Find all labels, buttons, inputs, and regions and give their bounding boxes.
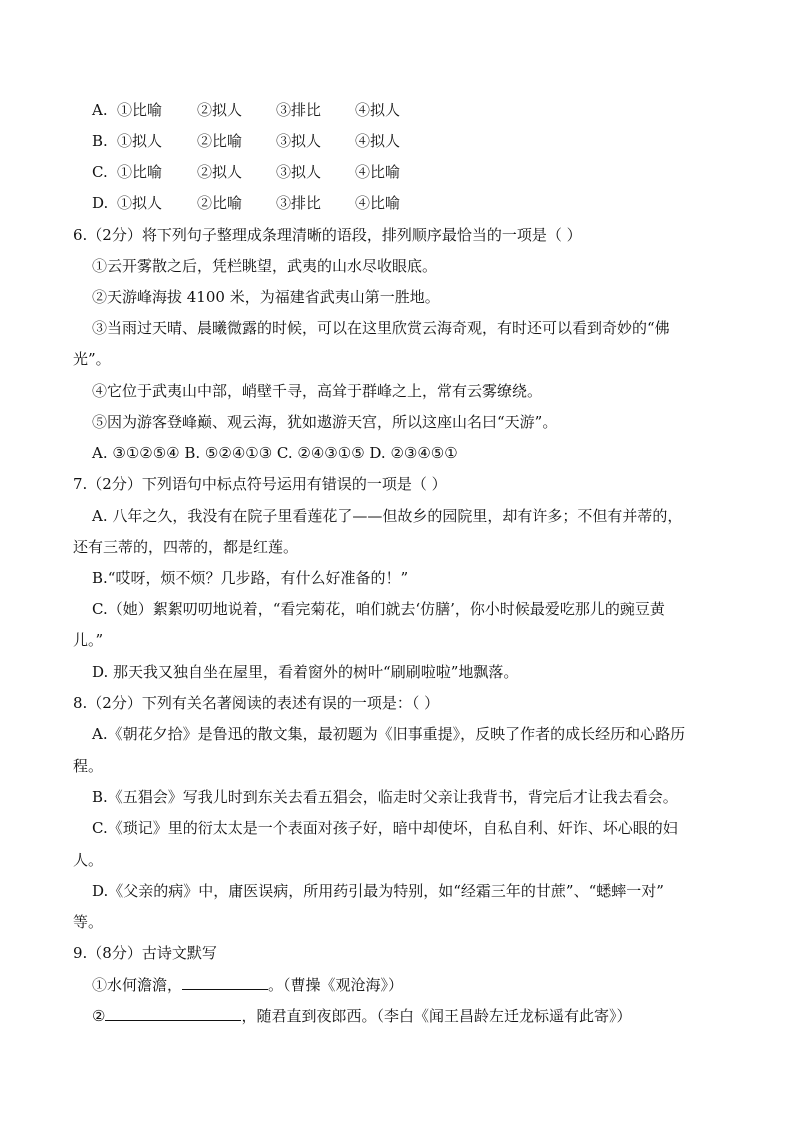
option-item: ②比喻 xyxy=(197,194,243,212)
option-item: ①比喻 xyxy=(117,163,163,181)
option-item: ②拟人 xyxy=(197,163,243,181)
q6-options: A. ③①②⑤④ B. ⑤②④①③ C. ②④③①⑤ D. ②③④⑤① xyxy=(92,444,458,462)
q7-option-a: A. 八年之久，我没有在院子里看莲花了——但故乡的园院里，却有许多；不但有并蒂的， xyxy=(92,507,683,525)
option-item: ②比喻 xyxy=(197,132,243,150)
q8-option-a-cont: 程。 xyxy=(73,757,104,775)
option-item: ③排比 xyxy=(276,194,322,212)
q7-option-b: B.“哎呀，烦不烦？几步路，有什么好准备的！” xyxy=(92,569,409,587)
option-item: ④比喻 xyxy=(355,163,401,181)
q9-line-2 xyxy=(92,1006,631,1026)
option-letter: D. xyxy=(92,194,109,212)
q8-option-d-cont: 等。 xyxy=(73,913,104,931)
q6-sentence-5: ⑤因为游客登峰巅、观云海，犹如遨游天宫，所以这座山名曰“天游”。 xyxy=(92,413,558,431)
q9-line-1-suffix: 。（曹操《观沧海》） xyxy=(268,976,404,994)
q6-sentence-4: ④它位于武夷山中部，峭壁千寻，高耸于群峰之上，常有云雾缭绕。 xyxy=(92,382,543,400)
q9-line-2-suffix: ，随君直到夜郎西。（李白《闻王昌龄左迁龙标遥有此寄》） xyxy=(241,1007,632,1025)
q8-option-d: D.《父亲的病》中，庸医误病，所用药引最为特别，如“经霜三年的甘蔗”、“蟋蟀一对” xyxy=(92,882,664,900)
q6-sentence-3-cont: 光”。 xyxy=(73,350,111,368)
option-item: ①拟人 xyxy=(117,194,163,212)
q6-sentence-2: ②天游峰海拔 4100 米，为福建省武夷山第一胜地。 xyxy=(92,288,440,306)
q7-option-a-cont: 还有三蒂的，四蒂的，都是红莲。 xyxy=(73,538,299,556)
answer-blank[interactable] xyxy=(105,1006,241,1021)
q8-option-b: B.《五猖会》写我儿时到东关去看五猖会，临走时父亲让我背书，背完后才让我去看会。 xyxy=(92,788,678,806)
option-letter: C. xyxy=(92,163,108,181)
q8-option-c-cont: 人。 xyxy=(73,851,104,869)
q6-sentence-1: ①云开雾散之后，凭栏眺望，武夷的山水尽收眼底。 xyxy=(92,257,438,275)
option-letter: B. xyxy=(92,132,108,150)
q7-stem: 7.（2分）下列语句中标点符号运用有错误的一项是（ ） xyxy=(73,475,447,493)
option-item: ②拟人 xyxy=(197,101,243,119)
q7-option-d: D. 那天我又独自坐在屋里，看着窗外的树叶“刷刷啦啦”地飘落。 xyxy=(92,663,519,681)
q9-line-2-prefix: ② xyxy=(92,1007,106,1025)
option-item: ③拟人 xyxy=(276,163,322,181)
q8-option-c: C.《琐记》里的衍太太是一个表面对孩子好，暗中却使坏，自私自利、奸诈、坏心眼的妇 xyxy=(92,819,678,837)
option-item: ④拟人 xyxy=(355,101,401,119)
q6-sentence-3: ③当雨过天晴、晨曦微露的时候，可以在这里欣赏云海奇观，有时还可以看到奇妙的“佛 xyxy=(92,319,670,337)
q9-line-1 xyxy=(92,975,403,995)
q9-stem: 9.（8分）古诗文默写 xyxy=(73,944,217,962)
q8-option-a: A.《朝花夕拾》是鲁迅的散文集，最初题为《旧事重提》，反映了作者的成长经历和心路历 xyxy=(92,725,686,743)
answer-blank[interactable] xyxy=(182,975,268,990)
option-item: ①拟人 xyxy=(117,132,163,150)
q8-stem: 8.（2分）下列有关名著阅读的表述有误的一项是：（ ） xyxy=(73,694,440,712)
option-item: ①比喻 xyxy=(117,101,163,119)
option-letter: A. xyxy=(92,101,108,119)
option-item: ④比喻 xyxy=(355,194,401,212)
q7-option-c-cont: 儿。” xyxy=(73,631,104,649)
option-item: ③排比 xyxy=(276,101,322,119)
q6-stem: 6.（2分）将下列句子整理成条理清晰的语段，排列顺序最恰当的一项是（ ） xyxy=(73,226,582,244)
q9-line-1-prefix: ①水何澹澹， xyxy=(92,976,183,994)
option-item: ③拟人 xyxy=(276,132,322,150)
q7-option-c: C.（她）絮絮叨叨地说着，“看完菊花，咱们就去‘仿膳’，你小时候最爱吃那儿的豌豆黄 xyxy=(92,600,665,618)
option-item: ④拟人 xyxy=(355,132,401,150)
